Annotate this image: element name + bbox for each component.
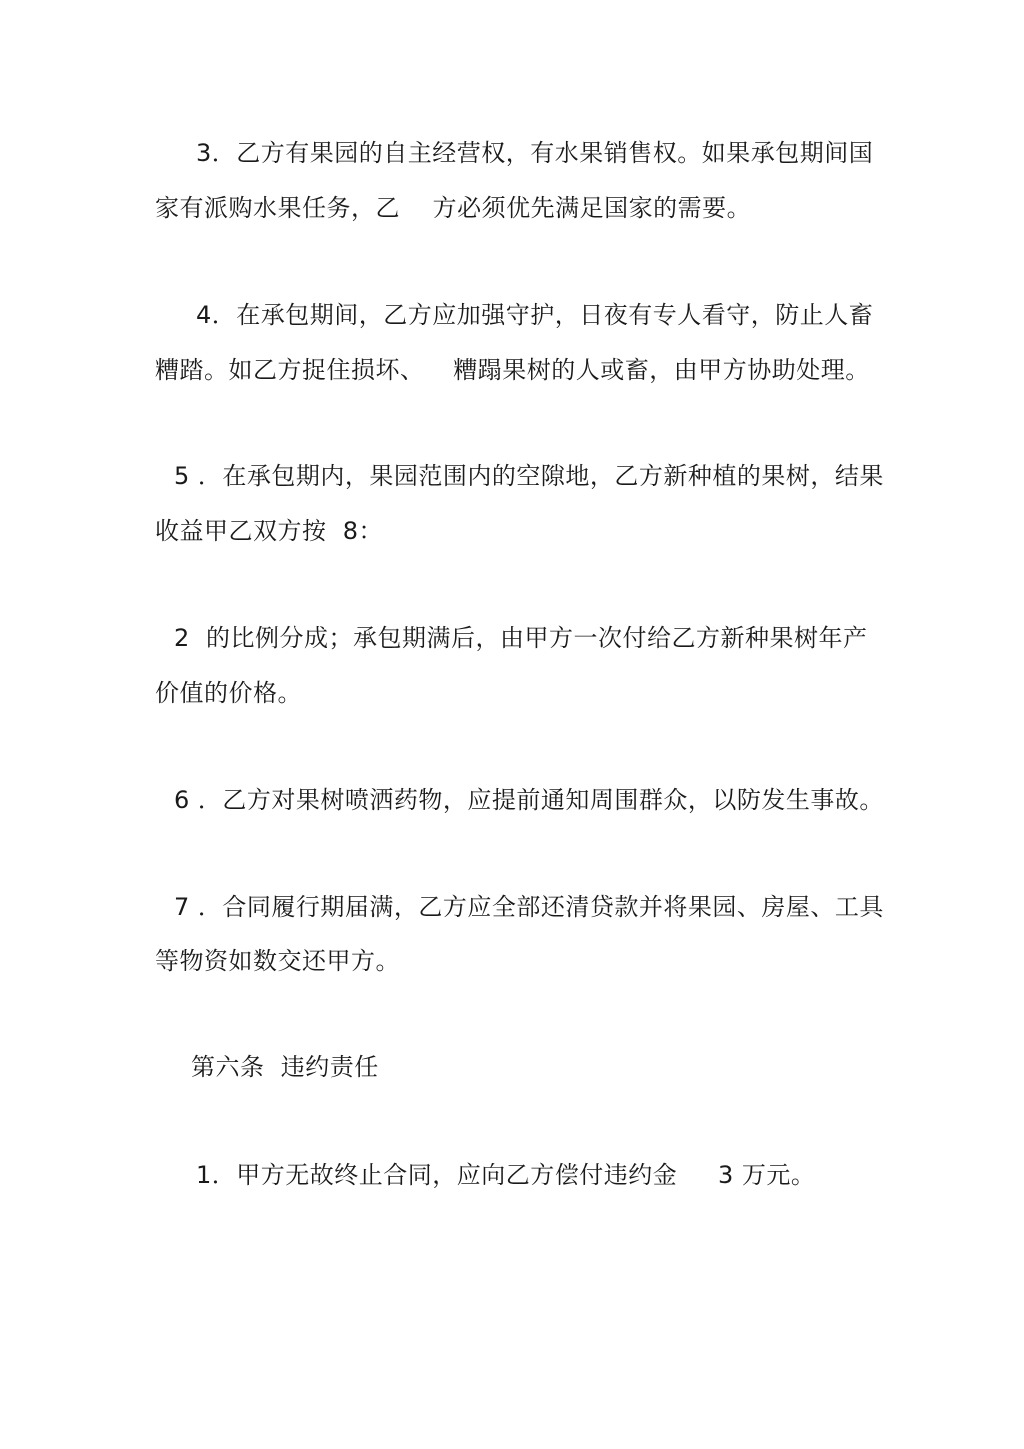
clause-7-line-2: 等物资如数交还甲方。 [155,947,400,975]
penalty-1-line-1: 1．甲方无故终止合同，应向乙方偿付违约金 3 万元。 [196,1161,816,1189]
clause-4-line-2: 糟踏。如乙方捉住损坏、 糟蹋果树的人或畜，由甲方协助处理。 [155,356,870,384]
article-6-heading: 第六条 违约责任 [191,1053,379,1081]
clause-7-line-1: 7 ．合同履行期届满，乙方应全部还清贷款并将果园、房屋、工具 [174,893,884,921]
clause-5-continuation-line-2: 价值的价格。 [155,679,302,707]
clause-3-line-1: 3．乙方有果园的自主经营权，有水果销售权。如果承包期间国 [196,139,874,167]
clause-6-line-1: 6 ．乙方对果树喷洒药物，应提前通知周围群众，以防发生事故。 [174,786,884,814]
clause-3-line-2: 家有派购水果任务，乙 方必须优先满足国家的需要。 [155,194,752,222]
clause-5-line-2: 收益甲乙双方按 8： [155,517,384,545]
clause-4-line-1: 4．在承包期间，乙方应加强守护，日夜有专人看守，防止人畜 [196,301,874,329]
clause-5-continuation-line-1: 2 的比例分成；承包期满后，由甲方一次付给乙方新种果树年产 [174,624,868,652]
clause-5-line-1: 5 ．在承包期内，果园范围内的空隙地，乙方新种植的果树，结果 [174,462,884,490]
